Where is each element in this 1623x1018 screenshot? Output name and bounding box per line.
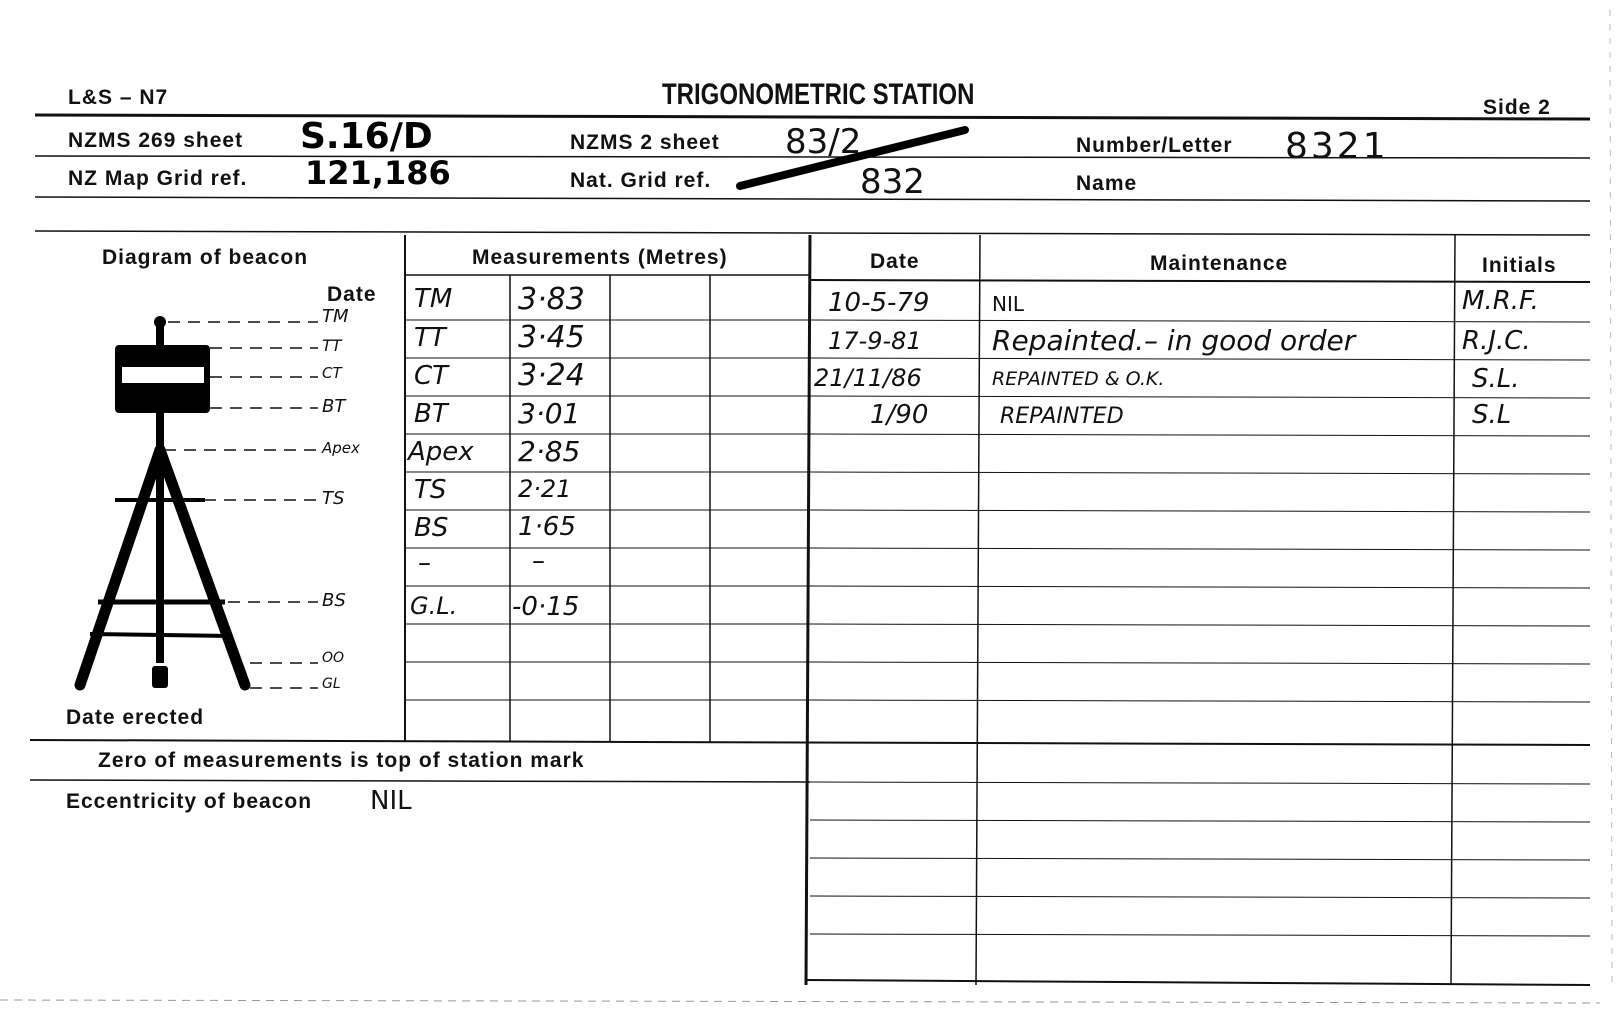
natgrid-label: Nat. Grid ref. [570,169,712,192]
diagram-date-label: Date [327,283,377,306]
eccentricity-value: NIL [370,786,412,816]
maint-row-1-text: NIL [992,292,1025,316]
measure-label-tm: TM [414,284,453,314]
maint-header-initials: Initials [1482,254,1557,277]
beacon-diagram [60,300,400,720]
marker-oo: OO [322,650,345,666]
measure-value-bs: 1·65 [518,512,576,542]
measure-label-bt: BT [414,399,448,429]
form-code: L&S – N7 [68,86,169,109]
mapgrid-label: NZ Map Grid ref. [68,167,248,190]
nzms269-label: NZMS 269 sheet [68,129,244,152]
marker-bs: BS [322,590,346,611]
measure-value-tm: 3·83 [518,282,585,317]
marker-gl: GL [322,676,341,692]
nzms2-strikethrough [735,124,975,194]
diagram-heading: Diagram of beacon [102,246,309,269]
measure-label-bs: BS [414,513,449,543]
marker-apex: Apex [322,439,360,457]
maint-row-3-date: 21/11/86 [814,364,922,392]
measure-value-tt: 3·45 [518,320,585,355]
maint-row-2-text: Repainted.– in good order [992,324,1356,357]
nzms2-value: 83/2 [785,122,862,162]
mapgrid-value: 121,186 [305,154,451,192]
marker-ts: TS [322,488,345,509]
measure-label-blank: – [418,548,431,578]
measure-value-gl: -0·15 [512,592,580,622]
marker-tt: TT [322,336,342,355]
zero-note: Zero of measurements is top of station mark [98,749,585,772]
name-label: Name [1076,172,1138,195]
number-letter-value: 8321 [1285,126,1389,167]
page-title: TRIGONOMETRIC STATION [662,78,975,111]
measure-value-blank: – [532,546,545,576]
marker-tm: TM [322,306,349,327]
side-label: Side 2 [1483,96,1551,119]
marker-bt: BT [322,396,346,417]
measure-label-gl: G.L. [410,592,458,620]
maint-row-1-date: 10-5-79 [828,288,930,318]
measure-label-ct: CT [414,361,449,391]
measure-label-ts: TS [414,475,447,505]
maint-header-date: Date [870,250,920,273]
marker-ct: CT [322,364,342,382]
maint-header-maintenance: Maintenance [1150,252,1289,275]
number-letter-label: Number/Letter [1076,134,1233,157]
measure-value-ct: 3·24 [518,358,585,393]
maint-row-4-initials: S.L [1472,400,1512,430]
measure-value-ts: 2·21 [518,475,572,503]
maint-row-3-text: REPAINTED & O.K. [992,368,1165,390]
measure-label-tt: TT [414,323,446,353]
maint-row-2-initials: R.J.C. [1462,326,1531,356]
maint-row-2-date: 17-9-81 [828,327,922,355]
date-erected-label: Date erected [66,706,205,729]
measure-value-bt: 3·01 [518,397,581,430]
nzms2-label: NZMS 2 sheet [570,131,720,154]
maint-row-3-initials: S.L. [1472,364,1520,394]
maint-row-1-initials: M.R.F. [1462,286,1539,316]
natgrid-value: 832 [860,162,925,202]
nzms269-value: S.16/D [300,116,433,157]
measurements-heading: Measurements (Metres) [472,246,728,269]
maint-row-4-text: REPAINTED [1000,404,1124,429]
measure-label-apex: Apex [408,437,474,467]
measure-value-apex: 2·85 [518,435,581,468]
maint-row-4-date: 1/90 [870,400,929,430]
eccentricity-label: Eccentricity of beacon [66,790,313,813]
